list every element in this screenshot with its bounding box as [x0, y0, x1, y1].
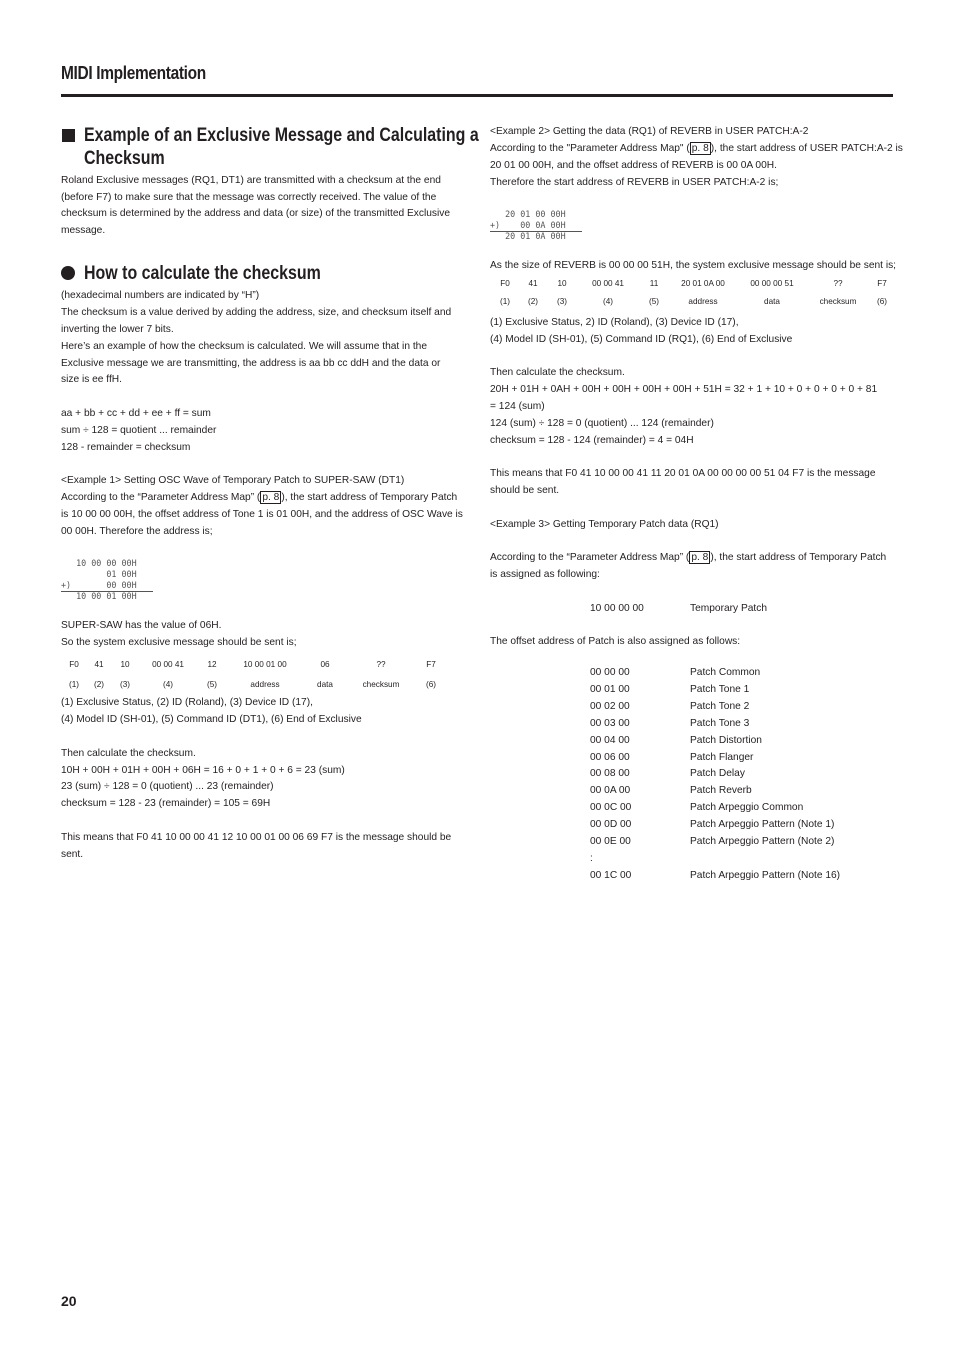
- section-title-line2: Checksum: [84, 148, 165, 169]
- section-square-icon: [62, 129, 75, 142]
- calc-row: +) 00 0A 00H: [490, 220, 566, 230]
- table-cell: (4): [162, 680, 174, 689]
- checksum-calc-line: Then calculate the checksum.: [61, 748, 196, 759]
- example2-line: 20 01 00 00H, and the offset address of REVERB is 00 0A 00H.: [490, 160, 777, 171]
- legend-line: (4) Model ID (SH-01), (5) Command ID (RQ1), (6) End of Exclusive: [490, 334, 793, 345]
- table-cell: 10: [557, 279, 567, 288]
- offset-name: Patch Delay: [690, 768, 745, 780]
- example1-line: 00 00H. Therefore the address is;: [61, 526, 213, 537]
- table-cell: address: [688, 297, 718, 306]
- result-line: sent.: [61, 849, 84, 860]
- table-cell: F7: [877, 279, 887, 288]
- text-span: ), the start address of USER PATCH:A-2 is: [710, 143, 903, 154]
- table-cell: 20 01 0A 00: [681, 279, 725, 288]
- table-cell: F7: [426, 660, 436, 669]
- table-cell: 12: [207, 660, 217, 669]
- offset-address: 00 04 00: [590, 734, 630, 746]
- table-cell: (5): [206, 680, 218, 689]
- table-cell: (1): [68, 680, 80, 689]
- table-cell: 00 00 00 51: [750, 279, 794, 288]
- offset-name: Patch Flanger: [690, 751, 754, 763]
- checksum-calc-line: Then calculate the checksum.: [490, 367, 625, 378]
- table-cell: ??: [376, 660, 386, 669]
- checksum-calc-line: 20H + 01H + 0AH + 00H + 00H + 00H + 00H + 51H = 32 + 1 + 10 + 0 + 0 + 0 + 0 + 81: [490, 384, 878, 395]
- table-cell: (5): [648, 297, 660, 306]
- example1-title: <Example 1> Setting OSC Wave of Temporary Patch to SUPER-SAW (DT1): [61, 475, 405, 486]
- result-line: should be sent.: [490, 485, 560, 496]
- offset-name: Patch Arpeggio Pattern (Note 2): [690, 836, 835, 847]
- table-cell: 06: [320, 660, 330, 669]
- offset-address: 00 0A 00: [590, 785, 631, 797]
- page-number: 20: [61, 1293, 77, 1309]
- table-cell: (1): [499, 297, 511, 306]
- example1-line: [61, 489, 457, 506]
- legend-line: (1) Exclusive Status, (2) ID (Roland), (3) Device ID (17),: [61, 697, 313, 708]
- offset-address: 00 0C 00: [590, 802, 632, 814]
- table-cell: 00 00 41: [152, 660, 184, 669]
- how-line: size is ee ffH.: [61, 374, 122, 385]
- calc-result: 20 01 0A 00H: [490, 231, 566, 241]
- legend-line: (4) Model ID (SH-01), (5) Command ID (DT1), (6) End of Exclusive: [61, 714, 362, 725]
- example3-line: [490, 549, 886, 566]
- table-cell: 10: [120, 660, 130, 669]
- formula-line: aa + bb + cc + dd + ee + ff = sum: [61, 408, 211, 419]
- text-span: ), the start address of Temporary Patch: [710, 552, 887, 563]
- example3-line: is assigned as following:: [490, 569, 600, 580]
- offset-name: Patch Arpeggio Pattern (Note 1): [690, 819, 835, 831]
- page-header-title: MIDI Implementation: [61, 63, 206, 83]
- offset-address: 00 00 00: [590, 667, 630, 678]
- offset-address: 00 1C 00: [590, 869, 632, 881]
- offset-address: 00 0D 00: [590, 819, 632, 831]
- offset-address: 00 03 00: [590, 717, 630, 729]
- table-cell: data: [764, 297, 780, 306]
- text-span: According to the “Parameter Address Map” (: [490, 552, 690, 563]
- table-cell: checksum: [819, 297, 857, 306]
- result-line: This means that F0 41 10 00 00 41 11 20 01 0A 00 00 00 00 51 04 F7 is the message: [490, 468, 876, 479]
- table-cell: (2): [93, 680, 105, 689]
- temp-patch-address: 10 00 00 00: [590, 603, 644, 614]
- example2-line: [490, 140, 903, 157]
- offset-name: Patch Arpeggio Pattern (Note 16): [690, 869, 841, 881]
- table-cell: 00 00 41: [592, 279, 624, 288]
- offset-address: 00 06 00: [590, 751, 630, 763]
- example1-after: SUPER-SAW has the value of 06H.: [61, 620, 222, 631]
- text-span: ), the start address of Temporary Patch: [281, 492, 458, 503]
- offset-name: Patch Tone 1: [690, 683, 750, 695]
- table-cell: ??: [833, 279, 843, 288]
- how-line: Here’s an example of how the checksum is calculated. We will assume that in the: [61, 341, 427, 352]
- table-cell: (4): [602, 297, 614, 306]
- offset-intro: The offset address of Patch is also assigned as follows:: [490, 636, 741, 647]
- subsection-bullet-icon: [61, 266, 75, 280]
- calc-result: 10 00 01 00H: [61, 591, 137, 601]
- offset-name: Patch Arpeggio Common: [690, 802, 804, 814]
- how-line: Exclusive message we are transmitting, the address is aa bb cc ddH and the data or: [61, 358, 441, 369]
- table-cell: F0: [500, 279, 510, 288]
- formula-line: 128 - remainder = checksum: [61, 442, 191, 453]
- checksum-calc-line: = 124 (sum): [490, 401, 545, 412]
- intro-line: message.: [61, 225, 106, 236]
- table-cell: (6): [425, 680, 437, 689]
- table-cell: 10 00 01 00: [243, 660, 287, 669]
- example2-size: As the size of REVERB is 00 00 00 51H, the system exclusive message should be sent is;: [490, 260, 897, 271]
- how-line: The checksum is a value derived by adding the address, size, and checksum itself and: [61, 307, 452, 318]
- offset-address: 00 01 00: [590, 683, 630, 695]
- table-cell: F0: [69, 660, 79, 669]
- offset-name: Patch Tone 3: [690, 717, 750, 729]
- intro-line: (before F7) to make sure that the message was correctly received. The value of the: [61, 192, 437, 203]
- offset-name: Patch Distortion: [690, 734, 762, 746]
- checksum-calc-line: 23 (sum) ÷ 128 = 0 (quotient) ... 23 (remainder): [61, 781, 274, 792]
- example1-after: So the system exclusive message should be sent is;: [61, 637, 297, 648]
- offset-name: Patch Common: [690, 667, 761, 678]
- checksum-calc-line: 10H + 00H + 01H + 00H + 06H = 16 + 0 + 1 + 0 + 6 = 23 (sum): [61, 765, 345, 776]
- table-cell: (6): [876, 297, 888, 306]
- subsection-title: How to calculate the checksum: [84, 263, 321, 284]
- header-rule: [61, 94, 893, 97]
- example2-title: <Example 2> Getting the data (RQ1) of REVERB in USER PATCH:A-2: [490, 126, 809, 137]
- intro-line: Roland Exclusive messages (RQ1, DT1) are transmitted with a checksum at the end: [61, 175, 441, 186]
- temp-patch-name: Temporary Patch: [690, 603, 768, 614]
- table-cell: data: [317, 680, 333, 689]
- section-title-line1: Example of an Exclusive Message and Calculating a: [84, 125, 479, 146]
- page-ref-link[interactable]: p. 8: [691, 143, 709, 154]
- result-line: This means that F0 41 10 00 00 41 12 10 00 01 00 06 69 F7 is the message should be: [61, 832, 452, 843]
- how-line: (hexadecimal numbers are indicated by “H”): [61, 290, 260, 301]
- intro-line: checksum is determined by the address and data (or size) of the transmitted Exclusive: [61, 208, 451, 219]
- offset-address: :: [590, 852, 593, 864]
- table-cell: 11: [649, 279, 659, 288]
- calc-row: 01 00H: [61, 569, 137, 579]
- legend-line: (1) Exclusive Status, 2) ID (Roland), (3) Device ID (17),: [490, 317, 739, 328]
- table-cell: address: [250, 680, 280, 689]
- page-ref-link[interactable]: p. 8: [262, 492, 280, 503]
- example1-line: is 10 00 00 00H, the offset address of Tone 1 is 01 00H, and the address of OSC Wave is: [61, 509, 463, 520]
- text-span: According to the "Parameter Address Map" (: [490, 143, 690, 154]
- offset-address: 00 0E 00: [590, 836, 631, 847]
- formula-line: sum ÷ 128 = quotient ... remainder: [61, 425, 217, 436]
- how-line: inverting the lower 7 bits.: [61, 324, 174, 335]
- offset-address: 00 08 00: [590, 768, 630, 780]
- checksum-calc-line: checksum = 128 - 23 (remainder) = 105 = 69H: [61, 798, 271, 809]
- table-cell: (2): [527, 297, 539, 306]
- page-ref-link[interactable]: p. 8: [691, 552, 709, 563]
- example3-title: <Example 3> Getting Temporary Patch data (RQ1): [490, 519, 719, 530]
- checksum-calc-line: 124 (sum) ÷ 128 = 0 (quotient) ... 124 (remainder): [490, 418, 714, 429]
- offset-address: 00 02 00: [590, 700, 630, 712]
- table-cell: (3): [119, 680, 131, 689]
- calc-row: 20 01 00 00H: [490, 209, 566, 219]
- offset-name: Patch Reverb: [690, 785, 752, 797]
- calc-row: 10 00 00 00H: [61, 558, 137, 568]
- table-cell: checksum: [362, 680, 400, 689]
- example2-line: Therefore the start address of REVERB in USER PATCH:A-2 is;: [490, 177, 779, 188]
- offset-name: Patch Tone 2: [690, 700, 750, 712]
- calc-row: +) 00 00H: [61, 580, 137, 590]
- table-cell: (3): [556, 297, 568, 306]
- text-span: According to the “Parameter Address Map” (: [61, 492, 261, 503]
- table-cell: 41: [94, 660, 104, 669]
- table-cell: 41: [528, 279, 538, 288]
- checksum-calc-line: checksum = 128 - 124 (remainder) = 4 = 04H: [490, 435, 694, 446]
